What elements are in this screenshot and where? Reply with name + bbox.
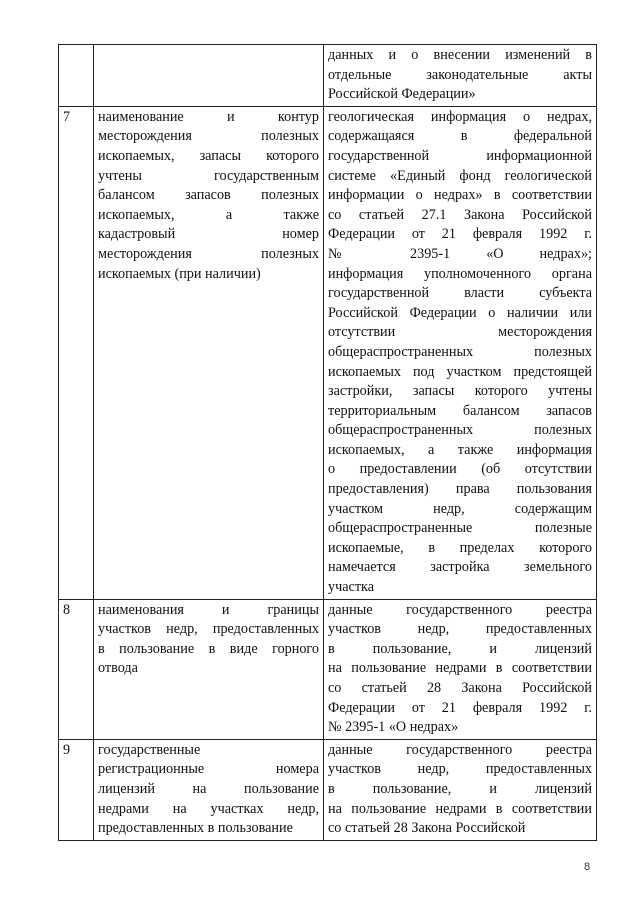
data-source-line: территориальным балансом запасов bbox=[328, 402, 592, 419]
item-name-cell bbox=[94, 599, 324, 739]
item-name-line: предоставленных в пользование bbox=[98, 820, 293, 837]
page-number: 8 bbox=[584, 861, 591, 873]
data-source-line: Федерации от 21 февраля 1992 г. bbox=[328, 699, 592, 716]
table-body bbox=[59, 45, 597, 841]
item-name-cell bbox=[94, 45, 324, 107]
data-source-line: содержащаяся в федеральной bbox=[328, 128, 592, 145]
item-name-line: отвода bbox=[98, 660, 138, 677]
table-row bbox=[59, 599, 597, 739]
item-name-line: месторождения полезных bbox=[98, 245, 319, 262]
item-name-line: наименования и границы bbox=[98, 601, 319, 618]
requirements-table bbox=[58, 44, 597, 841]
data-source-line: данных и о внесении изменений в bbox=[328, 47, 592, 63]
item-name-line: регистрационные номера bbox=[98, 761, 319, 778]
data-source-line: № 2395-1 «О недрах»; bbox=[328, 245, 592, 262]
data-source-cell bbox=[324, 106, 597, 599]
row-number: 9 bbox=[59, 739, 94, 840]
item-name-line: государственные bbox=[98, 741, 201, 758]
item-name-line: кадастровый номер bbox=[98, 226, 319, 243]
table-row bbox=[59, 739, 597, 840]
item-name-line: балансом запасов полезных bbox=[98, 187, 319, 204]
item-name-cell bbox=[94, 106, 324, 599]
data-source-line: данные государственного реестра bbox=[328, 741, 592, 758]
data-source-line: предоставления) права пользования bbox=[328, 481, 592, 498]
item-name-line: учтены государственным bbox=[98, 167, 319, 184]
table-row bbox=[59, 45, 597, 107]
data-source-line: на пользование недрами в соответствии bbox=[328, 660, 592, 677]
data-source-line: отсутствии месторождения bbox=[328, 324, 592, 341]
data-source-line: общераспространенные полезные bbox=[328, 520, 592, 537]
data-source-cell bbox=[324, 739, 597, 840]
data-source-line: участка bbox=[328, 579, 374, 596]
data-source-line: со статьей 27.1 Закона Российской bbox=[328, 206, 592, 223]
item-name-line: участков недр, предоставленных bbox=[98, 621, 319, 638]
data-source-line: застройки, запасы которого учтены bbox=[328, 383, 592, 400]
data-source-line: данные государственного реестра bbox=[328, 601, 592, 618]
data-source-line: Российской Федерации» bbox=[328, 86, 476, 103]
item-name-line: ископаемых (при наличии) bbox=[98, 265, 261, 282]
data-source-line: на пользование недрами в соответствии bbox=[328, 800, 592, 817]
data-source-line: системе «Единый фонд геологической bbox=[328, 167, 592, 184]
item-name-line: ископаемых, а также bbox=[98, 206, 319, 223]
row-number: 7 bbox=[59, 106, 94, 599]
row-number bbox=[59, 45, 94, 107]
data-source-line: Федерации от 21 февраля 1992 г. bbox=[328, 226, 592, 243]
data-source-line: общераспространенных полезных bbox=[328, 343, 592, 360]
data-source-line: информация уполномоченного органа bbox=[328, 265, 592, 282]
data-source-line: участков недр, предоставленных bbox=[328, 761, 592, 778]
data-source-line: со статьей 28 Закона Российской bbox=[328, 820, 526, 837]
data-source-line: общераспространенных полезных bbox=[328, 422, 592, 439]
item-name-cell bbox=[94, 739, 324, 840]
data-source-line: ископаемых под участком предстоящей bbox=[328, 363, 592, 380]
item-name-line: недрами на участках недр, bbox=[98, 800, 319, 817]
data-source-line: геологическая информация о недрах, bbox=[328, 108, 592, 125]
data-source-line: в пользование, и лицензий bbox=[328, 780, 592, 797]
data-source-line: намечается застройка земельного bbox=[328, 559, 592, 576]
data-source-line: № 2395-1 «О недрах» bbox=[328, 719, 459, 736]
data-source-line: участком недр, содержащим bbox=[328, 500, 592, 517]
data-source-line: со статьей 28 Закона Российской bbox=[328, 680, 592, 696]
data-source-line: государственной власти субъекта bbox=[328, 285, 592, 302]
data-source-line: ископаемых, а также информация bbox=[328, 441, 592, 458]
data-source-line: в пользование, и лицензий bbox=[328, 640, 592, 657]
item-name-line: лицензий на пользование bbox=[98, 780, 319, 797]
item-name-line: в пользование в виде горного bbox=[98, 640, 319, 657]
item-name-line: ископаемых, запасы которого bbox=[98, 147, 319, 164]
data-source-line: о предоставлении (об отсутствии bbox=[328, 461, 592, 478]
item-name-line: месторождения полезных bbox=[98, 128, 319, 145]
data-source-line: государственной информационной bbox=[328, 147, 592, 164]
item-name-line: наименование и контур bbox=[98, 108, 319, 125]
data-source-line: ископаемые, в пределах которого bbox=[328, 539, 592, 556]
data-source-line: участков недр, предоставленных bbox=[328, 621, 592, 638]
data-source-cell bbox=[324, 45, 597, 107]
data-source-line: Российской Федерации о наличии или bbox=[328, 304, 592, 321]
data-source-line: отдельные законодательные акты bbox=[328, 66, 592, 83]
data-source-cell bbox=[324, 599, 597, 739]
row-number: 8 bbox=[59, 599, 94, 739]
data-source-line: информации о недрах» в соответствии bbox=[328, 187, 592, 204]
table-row bbox=[59, 106, 597, 599]
